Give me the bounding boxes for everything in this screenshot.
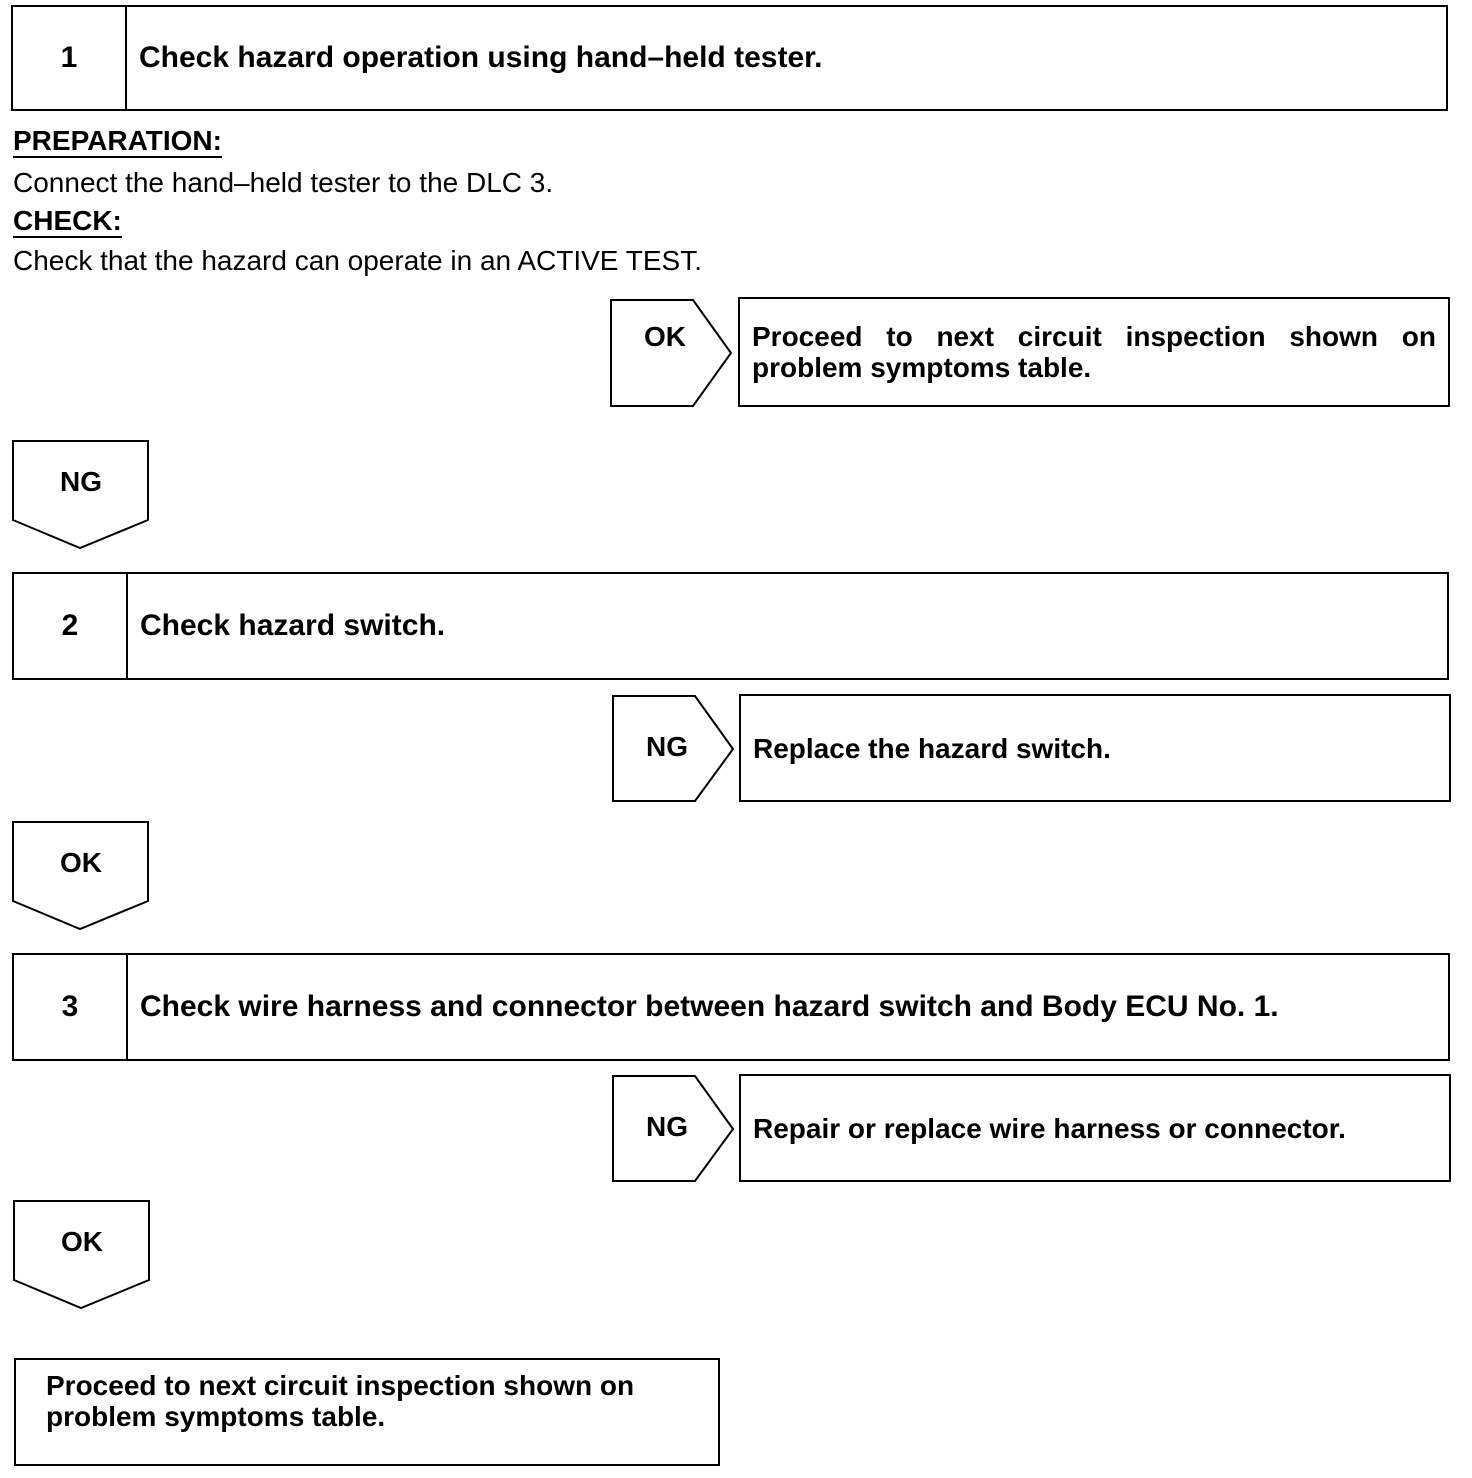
preparation-label: PREPARATION: <box>13 125 222 156</box>
arrow-label: OK <box>61 1226 103 1257</box>
ng-arrow-right <box>612 695 736 803</box>
step-1-box <box>11 5 1448 111</box>
ng-result-box: Repair or replace wire harness or connector. <box>739 1074 1451 1182</box>
ok-arrow-right <box>610 299 734 408</box>
step-number: 1 <box>13 7 127 109</box>
final-result-box: Proceed to next circuit inspection shown on problem symptoms table. <box>14 1358 720 1466</box>
preparation-text: Connect the hand–held tester to the DLC 3. <box>13 167 554 198</box>
step-title: Check wire harness and connector between hazard switch and Body ECU No. 1. <box>140 990 1279 1023</box>
ng-arrow-down <box>12 440 150 550</box>
ok-arrow-down <box>12 821 150 931</box>
ok-arrow-down <box>13 1200 151 1310</box>
step-number: 2 <box>14 574 128 678</box>
step-3-box <box>12 953 1450 1061</box>
ok-result-box: Proceed to next circuit inspection shown on problem symptoms table. <box>738 297 1450 407</box>
step-title: Check hazard switch. <box>140 609 446 642</box>
check-label: CHECK: <box>13 205 122 236</box>
arrow-label: OK <box>644 321 686 352</box>
arrow-label: NG <box>646 1111 688 1142</box>
step-title: Check hazard operation using hand–held tester. <box>139 41 823 74</box>
check-text: Check that the hazard can operate in an ACTIVE TEST. <box>13 245 702 276</box>
step-number: 3 <box>14 955 128 1059</box>
arrow-label: NG <box>646 731 688 762</box>
arrow-label: NG <box>60 466 102 497</box>
step-2-box <box>12 572 1449 680</box>
arrow-right-icon <box>610 299 734 408</box>
arrow-label: OK <box>60 847 102 878</box>
ng-result-box: Replace the hazard switch. <box>739 694 1451 802</box>
ng-arrow-right <box>612 1075 736 1183</box>
